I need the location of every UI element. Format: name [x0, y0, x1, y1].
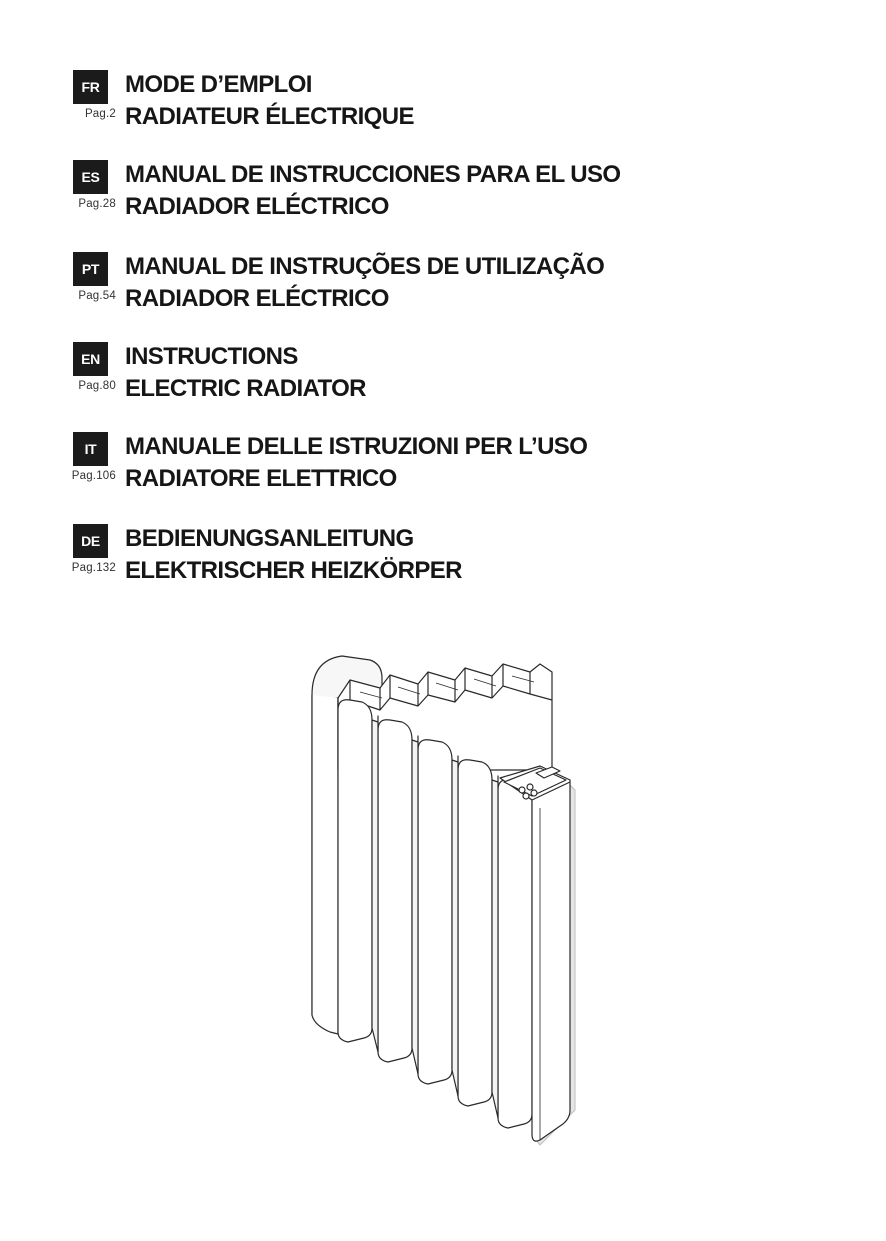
language-entry-it[interactable]	[0, 430, 886, 500]
product-name: ELECTRIC RADIATOR	[125, 375, 366, 402]
language-entry-en[interactable]	[0, 340, 886, 410]
language-entry-pt[interactable]	[0, 250, 886, 320]
product-name: ELEKTRISCHER HEIZKÖRPER	[125, 557, 462, 584]
manual-title: MANUAL DE INSTRUCCIONES PARA EL USO	[125, 161, 621, 188]
manual-title: BEDIENUNGSANLEITUNG	[125, 525, 414, 552]
language-badge: DE	[73, 524, 108, 558]
language-entry-fr[interactable]	[0, 68, 886, 138]
language-entry-de[interactable]	[0, 522, 886, 592]
page-reference: Pag.80	[78, 380, 116, 392]
manual-title: MANUAL DE INSTRUÇÕES DE UTILIZAÇÃO	[125, 253, 605, 280]
product-name: RADIADOR ELÉCTRICO	[125, 285, 389, 312]
language-badge: IT	[73, 432, 108, 466]
page-reference: Pag.2	[84, 108, 116, 120]
language-badge: EN	[73, 342, 108, 376]
manual-title: MANUALE DELLE ISTRUZIONI PER L’USO	[125, 433, 588, 460]
radiator-drawing	[290, 640, 600, 1160]
product-name: RADIATEUR ÉLECTRIQUE	[125, 103, 414, 130]
manual-title: MODE D’EMPLOI	[125, 71, 312, 98]
page-reference: Pag.132	[71, 562, 116, 574]
page-reference: Pag.28	[78, 198, 116, 210]
page-reference: Pag.106	[71, 470, 116, 482]
manual-title: INSTRUCTIONS	[125, 343, 298, 370]
language-badge: FR	[73, 70, 108, 104]
language-badge: ES	[73, 160, 108, 194]
product-name: RADIATORE ELETTRICO	[125, 465, 397, 492]
radiator-illustration	[290, 640, 600, 1160]
product-name: RADIADOR ELÉCTRICO	[125, 193, 389, 220]
language-badge: PT	[73, 252, 108, 286]
page-reference: Pag.54	[78, 290, 116, 302]
language-entry-es[interactable]	[0, 158, 886, 228]
